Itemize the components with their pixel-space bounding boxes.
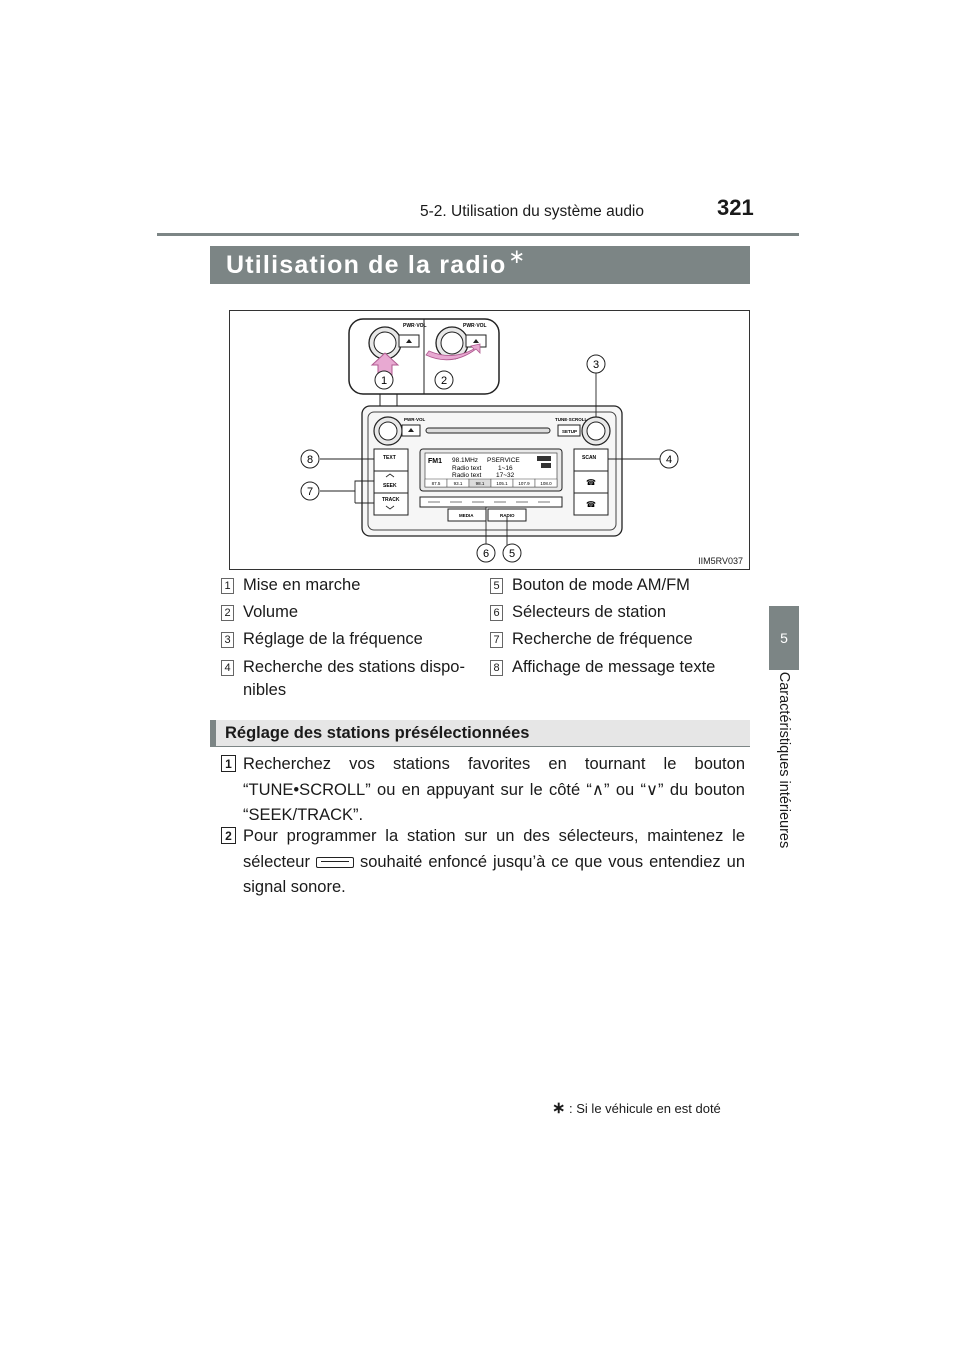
radio-illustration xyxy=(229,310,750,570)
callout-1: 1 xyxy=(380,375,388,387)
step-2-text xyxy=(243,824,745,901)
step-2-text-after: souhaité enfoncé jusqu’à ce que vous entendiez un signal sonore. xyxy=(243,852,745,896)
preset-label: 87.5 xyxy=(431,481,441,486)
chapter-tab[interactable] xyxy=(769,606,799,670)
preset-label: 98.1 xyxy=(475,481,485,486)
heading-text: Utilisation de la radio xyxy=(226,250,507,279)
preset-label: 108.0 xyxy=(540,481,552,486)
step-number-1: 1 xyxy=(221,755,236,772)
scan-button-label: SCAN xyxy=(582,455,597,461)
text-button-label: TEXT xyxy=(383,455,396,461)
legend-item-5: Bouton de mode AM/FM xyxy=(512,576,690,594)
legend-item-1: Mise en marche xyxy=(243,576,361,594)
figure-code: IIM5RV037 xyxy=(698,556,743,566)
media-button-label: MEDIA xyxy=(459,513,474,518)
callout-8: 8 xyxy=(306,454,314,466)
section-title: 5-2. Utilisation du système audio xyxy=(420,203,645,220)
legend-item-7: Recherche de fréquence xyxy=(512,630,693,648)
preset-label: 93.1 xyxy=(453,481,463,486)
asterisk-icon: ∗ xyxy=(508,245,527,268)
footnote-asterisk-icon: ∗ xyxy=(552,1100,566,1117)
step-number-2: 2 xyxy=(221,827,236,844)
legend-num-7: 7 xyxy=(490,632,503,648)
preset-label: 107.9 xyxy=(518,481,530,486)
pwr-vol-label-detail-2: PWR·VOL xyxy=(463,323,487,329)
legend-item-4-line2: nibles xyxy=(243,681,287,699)
chapter-number: 5 xyxy=(780,630,788,646)
tune-scroll-label: TUNE·SCROLL xyxy=(555,417,588,422)
setup-label: SETUP xyxy=(562,429,578,434)
legend-num-3: 3 xyxy=(221,632,234,648)
preset-button-icon xyxy=(316,857,354,868)
display-frequency: 98.1MHz xyxy=(452,457,479,464)
step-2-text-before: Pour programmer la station sur un des sélecteurs, maintenez le sélecteur xyxy=(243,827,745,871)
legend-num-6: 6 xyxy=(490,605,503,621)
subsection-heading xyxy=(210,720,750,746)
phone-pickup-icon: ☎ xyxy=(586,478,596,487)
callout-2: 2 xyxy=(440,375,448,387)
chapter-title: Caractéristiques intérieures xyxy=(776,671,792,849)
legend-item-4-line1: Recherche des stations dispo- xyxy=(243,658,465,676)
legend-num-1: 1 xyxy=(221,578,234,594)
head-unit xyxy=(362,406,622,536)
footnote xyxy=(552,1098,721,1118)
callout-7: 7 xyxy=(306,486,314,498)
page-number: 321 xyxy=(717,195,754,220)
legend-num-5: 5 xyxy=(490,578,503,594)
legend-item-6: Sélecteurs de station xyxy=(512,603,667,621)
callout-4: 4 xyxy=(665,454,673,466)
legend-num-2: 2 xyxy=(221,605,234,621)
page-heading xyxy=(210,246,750,284)
display-line2: Radio text xyxy=(452,472,482,479)
footnote-text: : Si le véhicule en est doté xyxy=(569,1101,721,1116)
track-button-label: TRACK xyxy=(382,497,400,503)
display-line1: Radio text xyxy=(452,465,482,472)
callout-6: 6 xyxy=(482,548,490,560)
preset-label: 105.1 xyxy=(496,481,508,486)
preset-row xyxy=(425,479,557,487)
pwr-vol-label: PWR·VOL xyxy=(404,417,426,422)
legend-num-8: 8 xyxy=(490,660,503,676)
subsection-divider xyxy=(210,746,750,747)
pwr-vol-label-detail-1: PWR·VOL xyxy=(403,323,427,329)
radio-button-label: RADIO xyxy=(500,513,515,518)
callout-3: 3 xyxy=(592,359,600,371)
phone-hangup-icon: ☎ xyxy=(586,500,596,509)
legend-num-4: 4 xyxy=(221,660,234,676)
subsection-title: Réglage des stations présélectionnées xyxy=(225,723,530,742)
display-line2-range: 17~32 xyxy=(496,472,515,479)
legend-item-2: Volume xyxy=(243,603,299,621)
seek-button-label: SEEK xyxy=(383,483,397,489)
display-line1-range: 1~16 xyxy=(498,465,513,472)
legend-item-8: Affichage de message texte xyxy=(512,658,716,676)
step-1-text: Recherchez vos stations favorites en tournant le bouton “TUNE•SCROLL” ou en appuyant sur le côté “∧” ou “∨” du bouton “SEEK/TRACK”. xyxy=(243,755,745,824)
callout-5: 5 xyxy=(508,548,516,560)
legend-item-3: Réglage de la fréquence xyxy=(243,630,423,648)
display-service: PSERVICE xyxy=(487,457,520,464)
header-divider xyxy=(157,233,799,236)
radio-panel-drawing xyxy=(230,311,749,569)
display-band: FM1 xyxy=(428,458,442,465)
